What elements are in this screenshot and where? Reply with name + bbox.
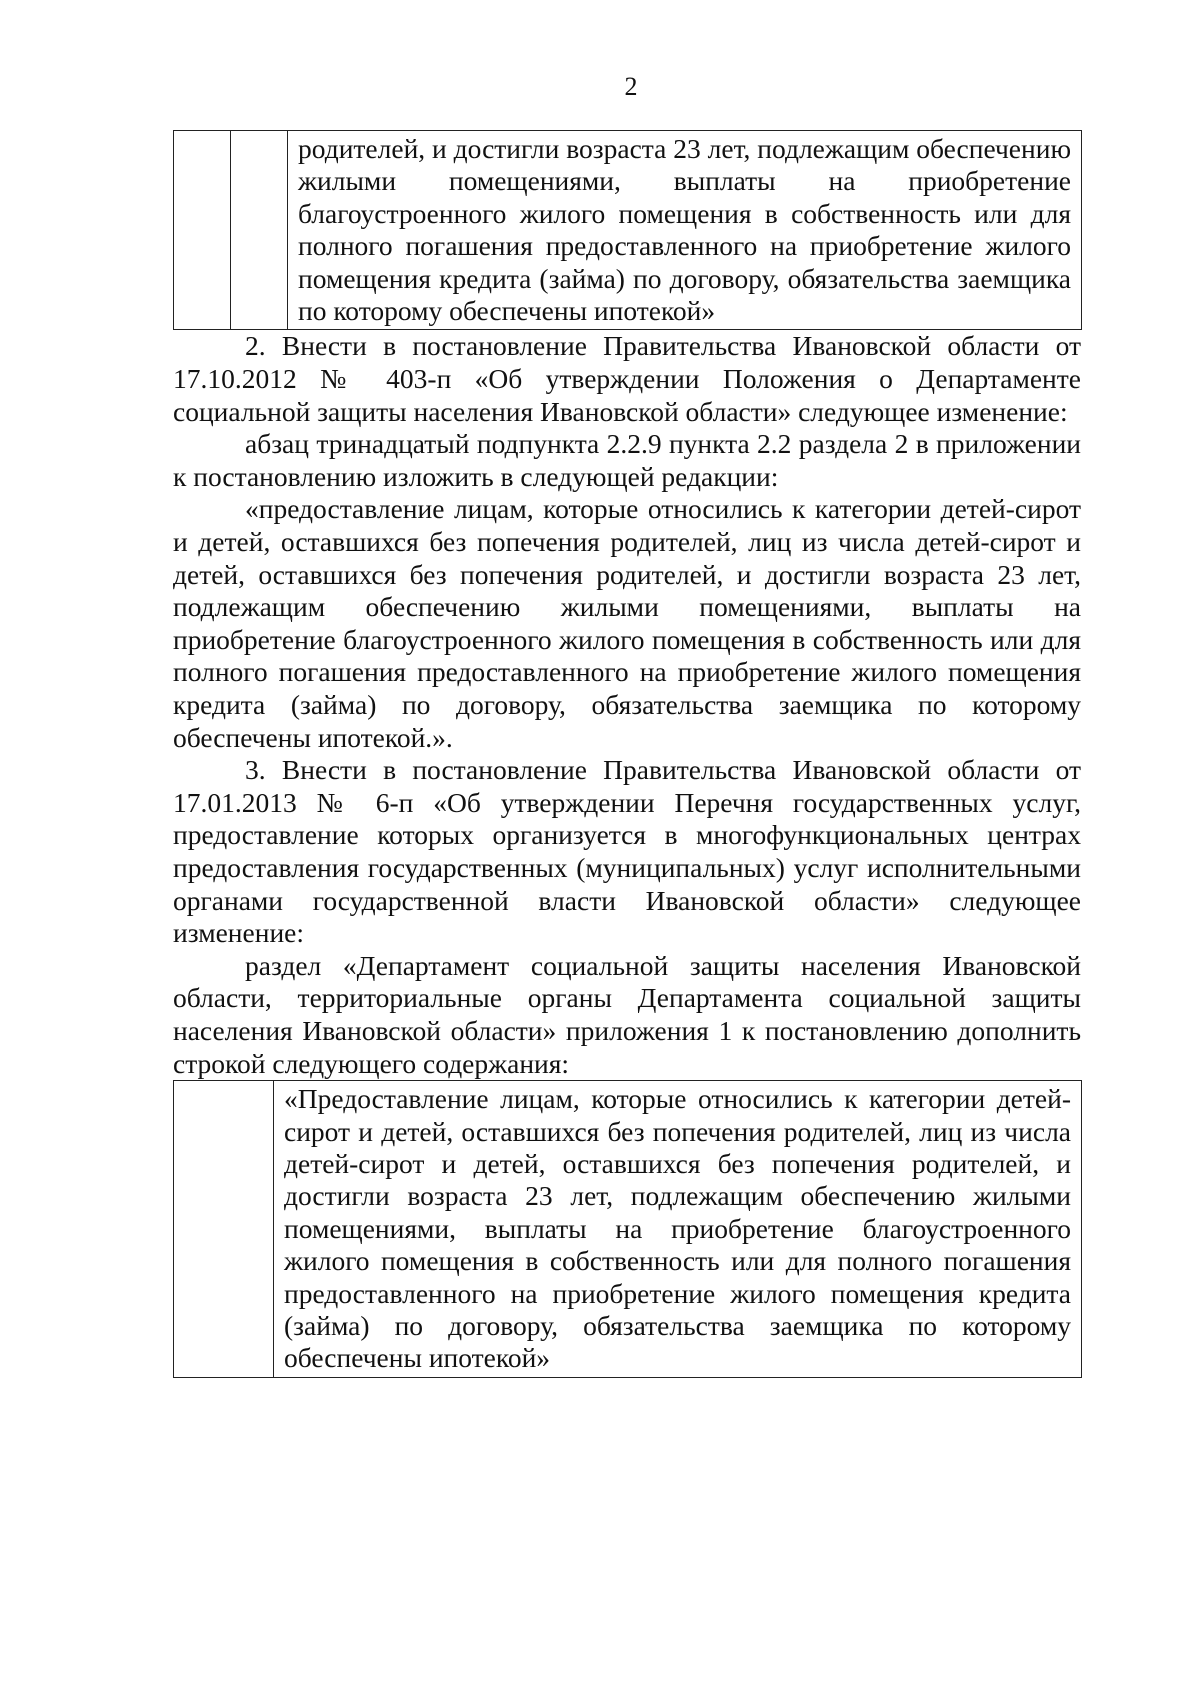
table-cell-text: «Предоставление лицам, которые относились к категории детей-сирот и детей, оставшихся без попечения родителей, лиц из числа детей-сирот и детей, оставшихся без попечения родителей, и достигли возраста 23 лет, подлежащим обеспечению жилыми помещениями, выплаты на приобретение благоустроенного жилого помещения в собственность или для полного погашения предоставленного на приобретение жилого помещения кредита (займа) по договору, обязательства заемщика по которому обеспечены ипотекой» (274, 1081, 1082, 1378)
table-cell-text: родителей, и достигли возраста 23 лет, подлежащим обеспечению жилыми помещениями, выплаты на приобретение благоустроенного жилого помещения в собственность или для полного погашения предоставленного на приобретение жилого помещения кредита (займа) по договору, обязательства заемщика по которому обеспечены ипотекой» (288, 131, 1082, 330)
paragraph-item-2: 2. Внести в постановление Правительства Ивановской области от 17.10.2012 № 403-п «Об утверждении Положения о Департаменте социальной защиты населения Ивановской области» следующее изменение: (173, 330, 1081, 427)
table-cell-empty (174, 1081, 274, 1378)
page-number: 2 (624, 72, 638, 101)
table-row (174, 1081, 1082, 1378)
table-cell-empty-2 (231, 131, 288, 330)
paragraph-item-3: 3. Внести в постановление Правительства Ивановской области от 17.01.2013 № 6-п «Об утверждении Перечня государственных услуг, предоставление которых организуется в многофункциональных центрах предоставления государственных (муниципальных) услуг исполнительными органами государственной власти Ивановской области» следующее изменение: (173, 754, 1081, 949)
table-cell-empty-1 (174, 131, 231, 330)
paragraph-quote: «предоставление лицам, которые относились к категории детей-сирот и детей, оставшихся без попечения родителей, лиц из числа детей-сирот и детей, оставшихся без попечения родителей, и достигли возраста 23 лет, подлежащим обеспечению жилыми помещениями, выплаты на приобретение благоустроенного жилого помещения в собственность или для полного погашения предоставленного на приобретение жилого помещения кредита (займа) по договору, обязательства заемщика по которому обеспечены ипотекой.». (173, 493, 1081, 753)
table-top (173, 130, 1082, 330)
table-bottom (173, 1080, 1082, 1378)
paragraph-razdel: раздел «Департамент социальной защиты населения Ивановской области, территориальные органы Департамента социальной защиты населения Ивановской области» приложения 1 к постановлению дополнить строкой следующего содержания: (173, 949, 1081, 1079)
table-row (174, 131, 1082, 330)
paragraph-abzac: абзац тринадцатый подпункта 2.2.9 пункта 2.2 раздела 2 в приложении к постановлению изложить в следующей редакции: (173, 428, 1081, 492)
document-body (173, 130, 1081, 1378)
